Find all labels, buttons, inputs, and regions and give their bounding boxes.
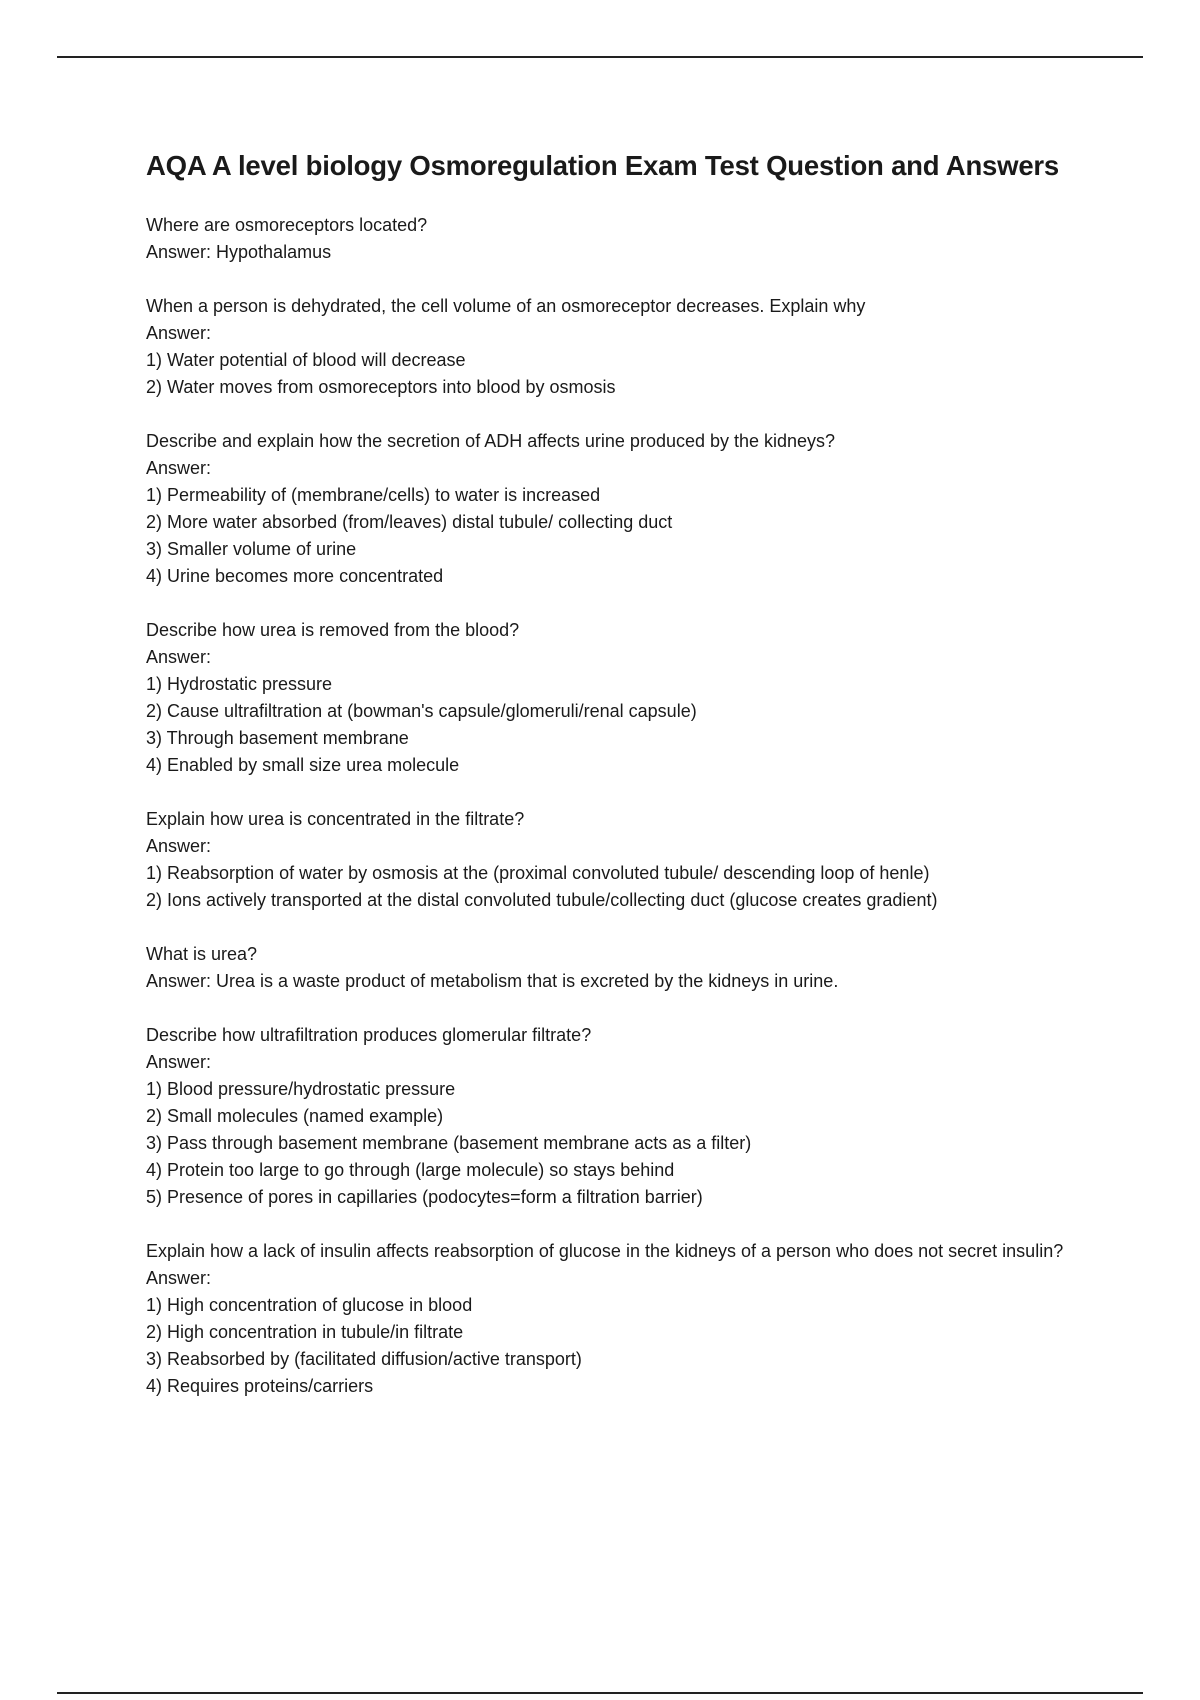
- answer-label: Answer:: [146, 1052, 212, 1072]
- answer-point: 3) Smaller volume of urine: [146, 539, 357, 559]
- document-body: [146, 146, 1086, 1427]
- answer-point: 3) Reabsorbed by (facilitated diffusion/active transport): [146, 1349, 582, 1369]
- answer-point: 3) Pass through basement membrane (basement membrane acts as a filter): [146, 1133, 752, 1153]
- answer-points: [146, 860, 1086, 914]
- answer-point: 4) Requires proteins/carriers: [146, 1376, 374, 1396]
- qa-item-8: [146, 1238, 1086, 1400]
- question-text: Describe how urea is removed from the blood?: [146, 620, 520, 640]
- qa-item-5: [146, 806, 1086, 914]
- answer-point: 2) Ions actively transported at the distal convoluted tubule/collecting duct (glucose creates gradient): [146, 890, 938, 910]
- answer-point: 2) Small molecules (named example): [146, 1106, 444, 1126]
- answer-label: Answer:: [146, 458, 212, 478]
- answer-label: Answer:: [146, 647, 212, 667]
- answer-points: [146, 347, 1086, 401]
- answer-label: Answer: Urea is a waste product of metabolism that is excreted by the kidneys in urine.: [146, 971, 839, 991]
- qa-item-1: [146, 212, 1086, 266]
- qa-item-6: [146, 941, 1086, 995]
- answer-points: [146, 1292, 1086, 1400]
- question-text: Explain how a lack of insulin affects reabsorption of glucose in the kidneys of a person who does not secret insulin?: [146, 1241, 1064, 1261]
- question-text: Explain how urea is concentrated in the filtrate?: [146, 809, 525, 829]
- answer-points: [146, 482, 1086, 590]
- answer-point: 1) Reabsorption of water by osmosis at the (proximal convoluted tubule/ descending loop of henle): [146, 863, 930, 883]
- top-rule: [57, 56, 1143, 58]
- question-text: Describe how ultrafiltration produces glomerular filtrate?: [146, 1025, 592, 1045]
- question-text: What is urea?: [146, 944, 258, 964]
- answer-point: 1) Hydrostatic pressure: [146, 674, 333, 694]
- answer-point: 2) More water absorbed (from/leaves) distal tubule/ collecting duct: [146, 512, 673, 532]
- answer-points: [146, 671, 1086, 779]
- question-text: When a person is dehydrated, the cell volume of an osmoreceptor decreases. Explain why: [146, 296, 866, 316]
- answer-label: Answer: Hypothalamus: [146, 242, 332, 262]
- answer-point: 4) Enabled by small size urea molecule: [146, 755, 460, 775]
- answer-label: Answer:: [146, 1268, 212, 1288]
- answer-point: 2) Water moves from osmoreceptors into blood by osmosis: [146, 377, 616, 397]
- answer-point: 4) Urine becomes more concentrated: [146, 566, 444, 586]
- question-text: Where are osmoreceptors located?: [146, 215, 428, 235]
- answer-point: 2) Cause ultrafiltration at (bowman's capsule/glomeruli/renal capsule): [146, 701, 697, 721]
- question-text: Describe and explain how the secretion of ADH affects urine produced by the kidneys?: [146, 431, 836, 451]
- answer-point: 3) Through basement membrane: [146, 728, 409, 748]
- answer-label: Answer:: [146, 323, 212, 343]
- answer-point: 4) Protein too large to go through (large molecule) so stays behind: [146, 1160, 675, 1180]
- qa-item-4: [146, 617, 1086, 779]
- answer-point: 2) High concentration in tubule/in filtrate: [146, 1322, 464, 1342]
- qa-item-3: [146, 428, 1086, 590]
- answer-point: 1) Water potential of blood will decrease: [146, 350, 466, 370]
- answer-points: [146, 1076, 1086, 1211]
- answer-point: 5) Presence of pores in capillaries (podocytes=form a filtration barrier): [146, 1187, 703, 1207]
- answer-point: 1) Permeability of (membrane/cells) to water is increased: [146, 485, 601, 505]
- bottom-rule: [57, 1692, 1143, 1694]
- answer-label: Answer:: [146, 836, 212, 856]
- qa-item-7: [146, 1022, 1086, 1211]
- qa-item-2: [146, 293, 1086, 401]
- document-title: AQA A level biology Osmoregulation Exam Test Question and Answers: [146, 150, 1060, 181]
- answer-point: 1) High concentration of glucose in blood: [146, 1295, 473, 1315]
- answer-point: 1) Blood pressure/hydrostatic pressure: [146, 1079, 456, 1099]
